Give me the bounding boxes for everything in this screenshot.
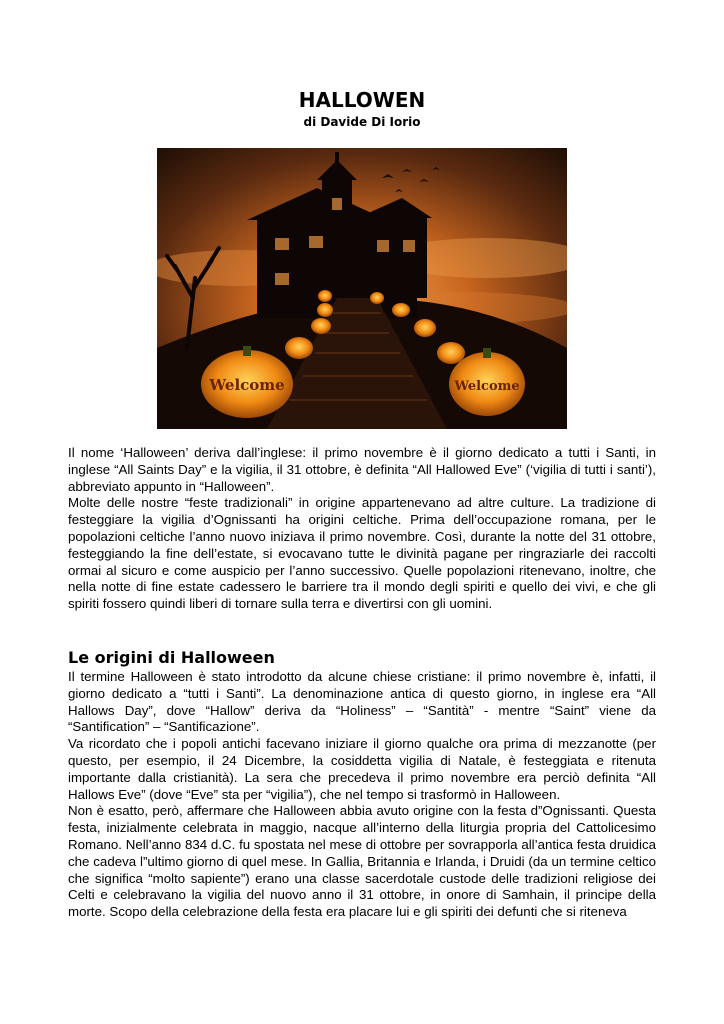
origins-paragraph: Va ricordato che i popoli antichi facevano iniziare il giorno qualche ora prima di mezzanotte (per questo, per esempio, il 24 Dicembre, la cosiddetta vigilia di Natale, è festeggiata e ritenuta importante dalla cristianità). La sera che precedeva il primo novembre era perciò definita “All Hallows Eve” (dove “Eve” sta per “vigilia”), che nel tempo si trasformò in Halloween. <box>68 736 656 802</box>
author-byline: di Davide Di Iorio <box>303 115 421 129</box>
intro-paragraph: Il nome ‘Halloween’ deriva dall’inglese: il primo novembre è il giorno dedicato a tutti i Santi, in inglese “All Saints Day” e la vigilia, il 31 ottobre, è definita “All Hallowed Eve” (‘vigilia di tutti i santi’), abbreviato appunto in “Halloween”. <box>68 445 656 494</box>
welcome-sign-left: Welcome <box>209 376 285 394</box>
intro-text <box>68 445 656 613</box>
section-heading: Le origini di Halloween <box>68 648 275 667</box>
origins-paragraph: Non è esatto, però, affermare che Halloween abbia avuto origine con la festa d”Ognissanti. Questa festa, inizialmente celebrata in maggio, nacque all’interno della liturgia propria del Cattolicesimo Romano. Nell’anno 834 d.C. fu spostata nel mese di ottobre per sovrapporla all’antica festa druidica che cadeva l”ultimo giorno di quel mese. In Gallia, Britannia e Irlanda, i Druidi (da un termine celtico che significa “molto sapiente”) erano una classe sacerdotale custode delle tradizioni religiose dei Celti e celebravano la vigilia del nuovo anno il 31 ottobre, in onore di Samhain, il principe della morte. Scopo della celebrazione della festa era placare lui e gli spiriti dei defunti che si riteneva <box>68 803 656 920</box>
origins-paragraph: Il termine Halloween è stato introdotto da alcune chiese cristiane: il primo novembre è, infatti, il giorno dedicato a “tutti i Santi”. La denominazione antica di questo giorno, in inglese era “All Hallows Day”, dove “Hallow” deriva da “Holiness” – “Santità” - mentre “Saint” viene da “Santification” – “Santificazione”. <box>68 669 656 735</box>
origins-text <box>68 669 656 921</box>
halloween-illustration <box>157 148 567 429</box>
haunted-house-pumpkins-icon <box>157 148 567 429</box>
welcome-sign-right: Welcome <box>454 379 520 394</box>
page-title: HALLOWEN <box>298 88 426 112</box>
intro-paragraph: Molte delle nostre “feste tradizionali” in origine appartenevano ad altre culture. La tradizione di festeggiare la vigilia d’Ognissanti ha origini celtiche. Prima dell’occupazione romana, per le popolazioni celtiche l’anno nuovo iniziava il primo novembre. Così, durante la notte del 31 ottobre, festeggiando la fine dell’estate, si evocavano tutte le divinità pagane per ringraziarle dei raccolti ormai al sicuro e come auspicio per l’anno successivo. Quelle popolazioni ritenevano, inoltre, che nella notte di fine estate cadessero le barriere tra il mondo degli spiriti e quello dei vivi, e che gli spiriti fossero quindi liberi di tornare sulla terra e divertirsi con gli uomini. <box>68 495 656 612</box>
